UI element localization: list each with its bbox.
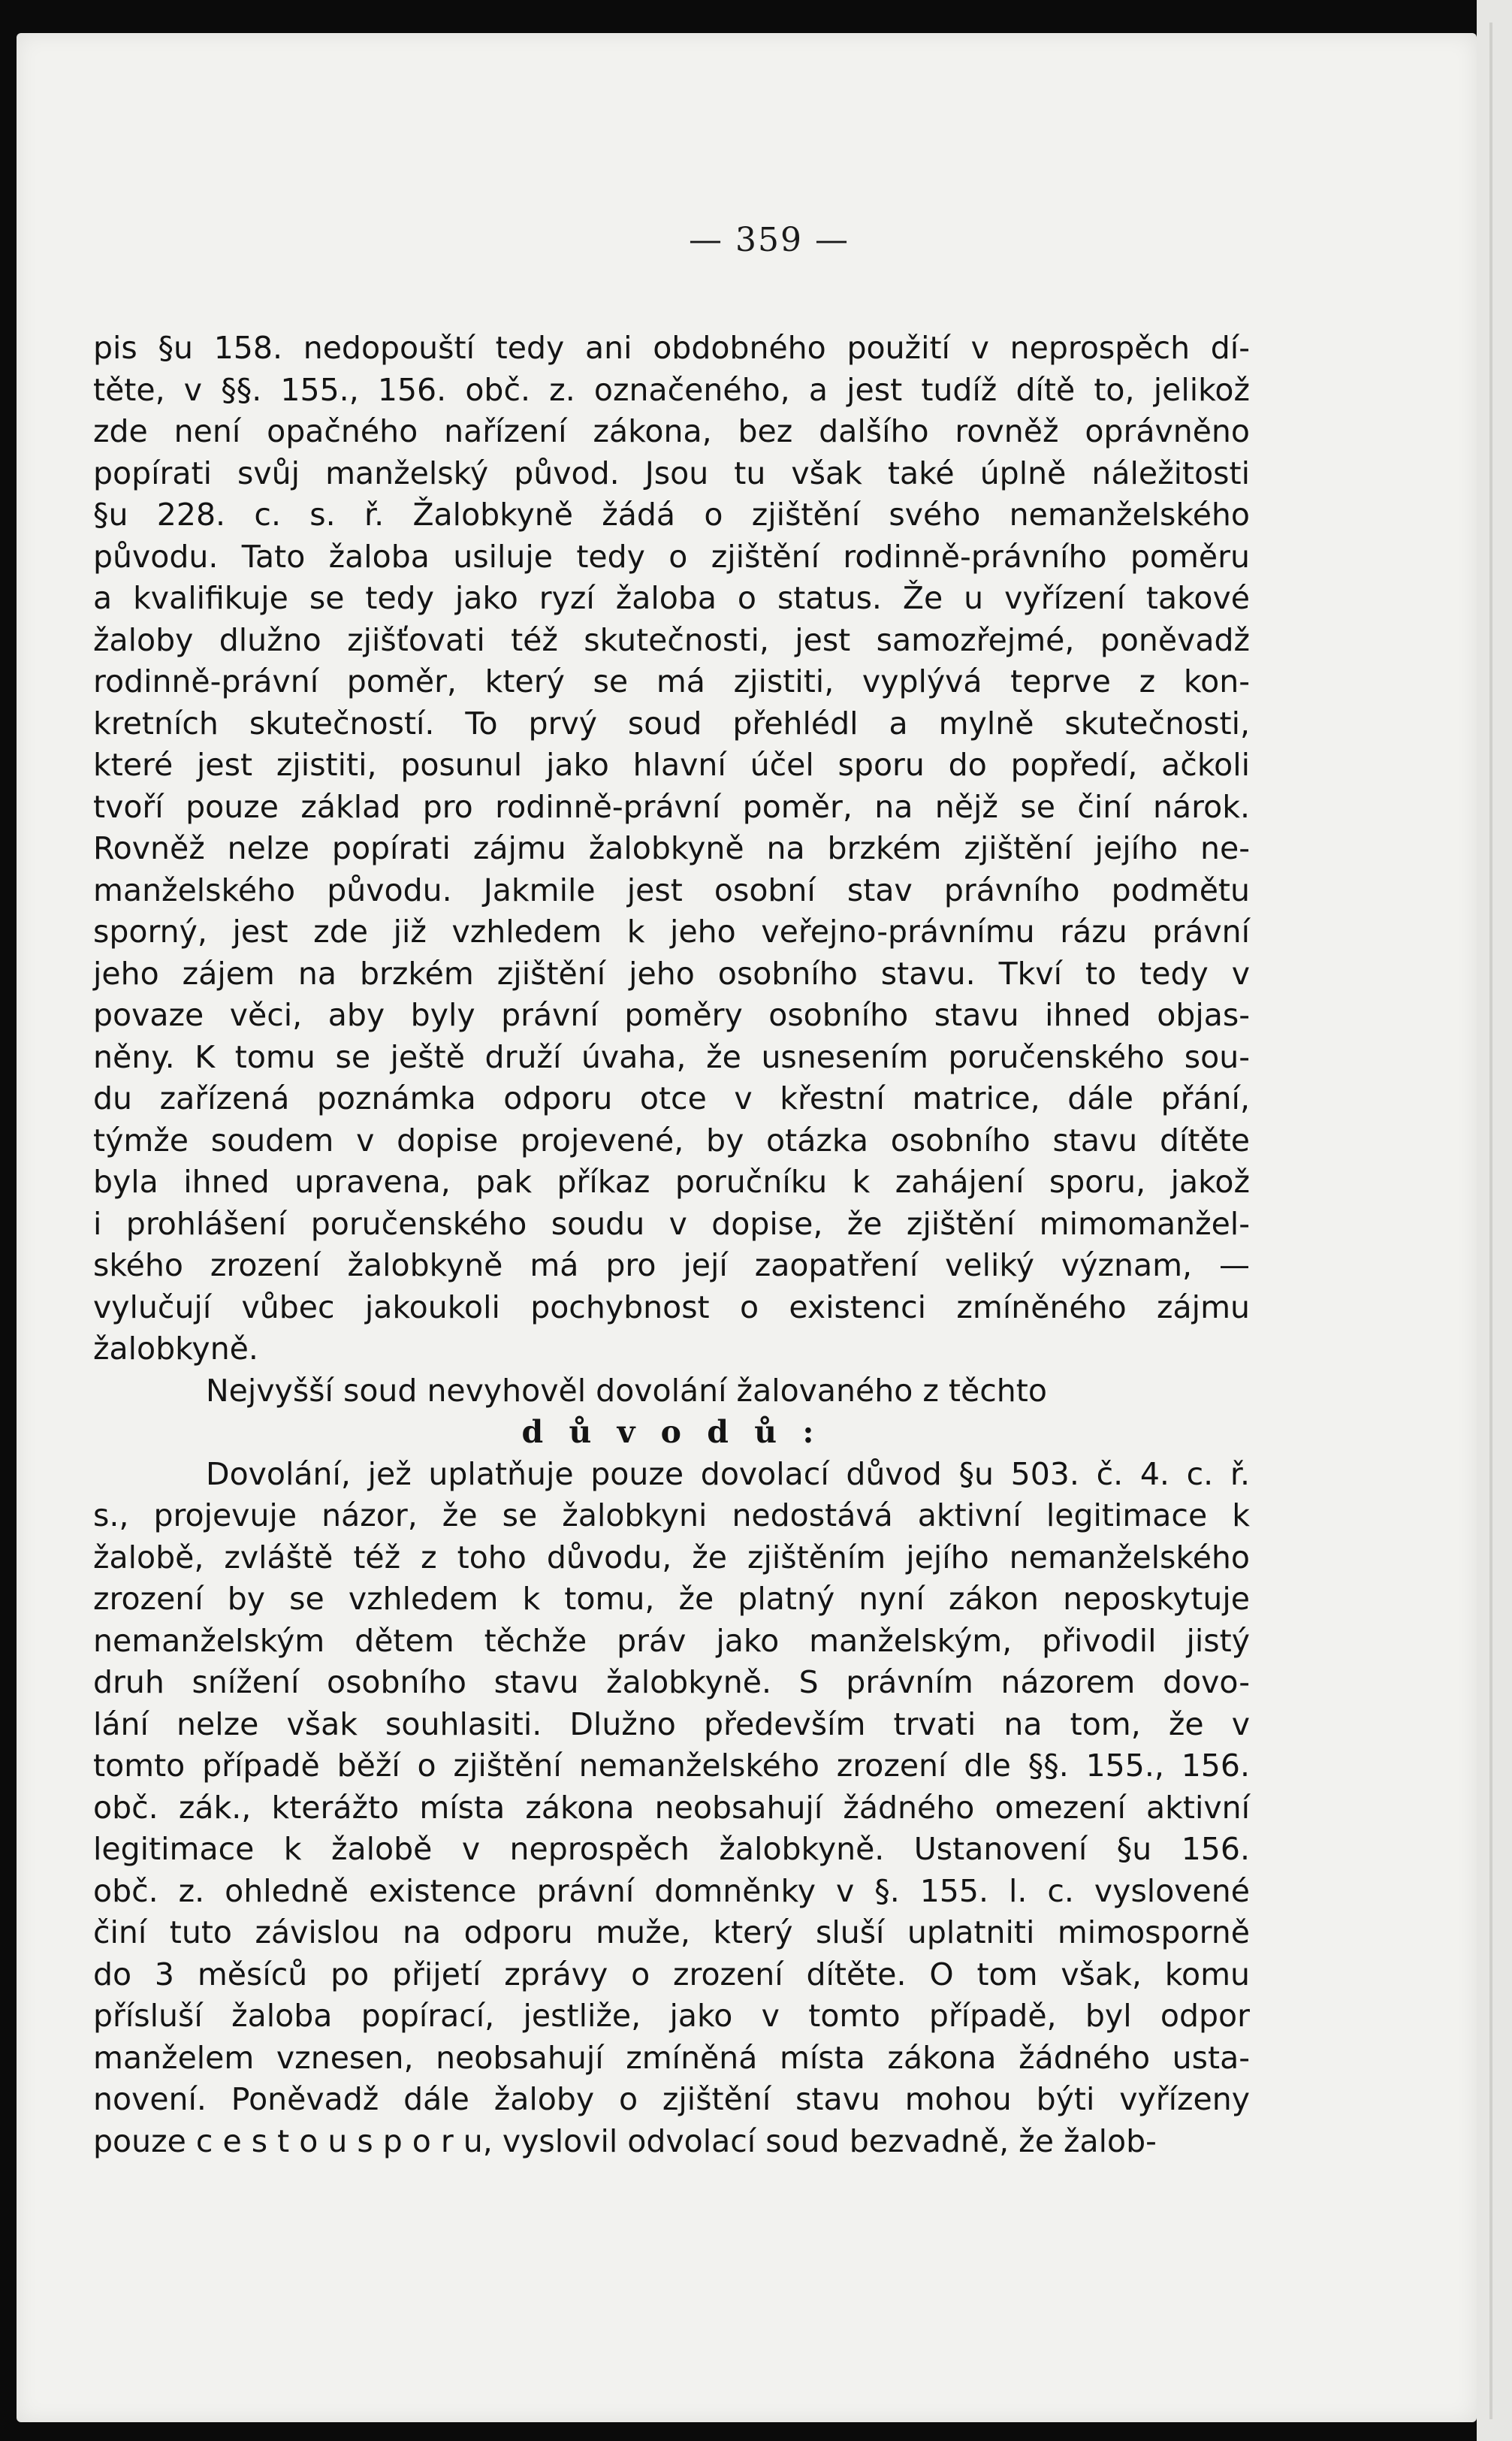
paragraph-1 [93,328,1250,1370]
text-line: žalobkyně. [93,1331,258,1367]
page-edge [1477,0,1512,2441]
text-line: manželského původu. Jakmile jest osobní stav právního podmětu [93,872,1250,908]
text-line: žaloby dlužno zjišťovati též skutečnosti, jest samozřejmé, poněvadž [93,621,1250,658]
text-line: kretních skutečností. To prvý soud přehlédl a mylně skutečnosti, [93,705,1250,742]
page-number: — 359 — [689,221,850,259]
text-line: legitimace k žalobě v neprospěch žalobkyně. Ustanovení §u 156. [93,1831,1250,1867]
text-line: lání nelze však souhlasiti. Dlužno především trvati na tom, že v [93,1705,1250,1742]
text-line: nemanželským dětem těchže práv jako manželským, přivodil jistý [93,1622,1250,1659]
text-line: zde není opačného nařízení zákona, bez dalšího rovněž oprávněno [93,413,1250,449]
text-line: §u 228. c. s. ř. Žalobkyně žádá o zjištění svého nemanželského [93,497,1250,533]
text-line: které jest zjistiti, posunul jako hlavní účel sporu do popředí, ačkoli [93,747,1250,783]
text-line: s., projevuje názor, že se žalobkyni nedostává aktivní legitimace k [93,1497,1250,1533]
text-line: rodinně-právní poměr, který se má zjistiti, vyplývá teprve z kon- [93,663,1250,699]
text-line: Nejvyšší soud nevyhověl dovolání žalovaného z těchto [206,1372,1047,1409]
section-heading: d ů v o d ů : [521,1414,822,1450]
text-line: přísluší žaloba popírací, jestliže, jako v tomto případě, byl odpor [93,1998,1250,2034]
text-line: obč. z. ohledně existence právní domněnky v §. 155. l. c. vyslovené [93,1872,1250,1909]
text-line: pouze c e s t o u s p o r u, vyslovil odvolací soud bezvadně, že žalob- [93,2122,1157,2159]
text-line: týmže soudem v dopise projevené, by otázka osobního stavu dítěte [93,1122,1250,1159]
body-text [93,328,1250,2162]
text-line: pis §u 158. nedopouští tedy ani obdobného použití v neprospěch dí- [93,330,1250,366]
paragraph-2 [93,1370,1250,1412]
text-line: původu. Tato žaloba usiluje tedy o zjištění rodinně-právního poměru [93,538,1250,575]
text-line: druh snížení osobního stavu žalobkyně. S právním názorem dovo- [93,1664,1250,1700]
text-line: činí tuto závislou na odporu muže, který sluší uplatniti mimosporně [93,1914,1250,1950]
text-line: tvoří pouze základ pro rodinně-právní poměr, na nějž se činí nárok. [93,788,1250,825]
document-page [17,33,1477,2422]
text-line: těte, v §§. 155., 156. obč. z. označeného, a jest tudíž dítě to, jelikož [93,371,1250,408]
text-line: jeho zájem na brzkém zjištění jeho osobního stavu. Tkví to tedy v [93,955,1250,992]
text-line: Rovněž nelze popírati zájmu žalobkyně na brzkém zjištění jejího ne- [93,830,1250,866]
text-line: byla ihned upravena, pak příkaz poručníku k zahájení sporu, jakož [93,1164,1250,1200]
text-line: manželem vznesen, neobsahují zmíněná místa zákona žádného usta- [93,2039,1250,2076]
text-line: ského zrození žalobkyně má pro její zaopatření veliký význam, — [93,1247,1250,1283]
text-line: žalobě, zvláště též z toho důvodu, že zjištěním jejího nemanželského [93,1539,1250,1575]
text-line: popírati svůj manželský původ. Jsou tu však také úplně náležitosti [93,455,1250,491]
text-line: zrození by se vzhledem k tomu, že platný nyní zákon neposkytuje [93,1581,1250,1617]
text-line: něny. K tomu se ještě druží úvaha, že usnesením poručenského sou- [93,1038,1250,1075]
text-line: obč. zák., kterážto místa zákona neobsahují žádného omezení aktivní [93,1789,1250,1826]
text-line: tomto případě běží o zjištění nemanželského zrození dle §§. 155., 156. [93,1748,1250,1784]
text-line: Dovolání, jež uplatňuje pouze dovolací důvod §u 503. č. 4. c. ř. [206,1455,1250,1492]
text-line: i prohlášení poručenského soudu v dopise, že zjištění mimomanžel- [93,1205,1250,1242]
page-edge-line [1489,23,1492,2419]
text-line: do 3 měsíců po přijetí zprávy o zrození dítěte. O tom však, komu [93,1956,1250,1992]
paragraph-3 [93,1454,1250,2163]
text-line: povaze věci, aby byly právní poměry osobního stavu ihned objas- [93,997,1250,1033]
text-line: du zařízená poznámka odporu otce v křestní matrice, dále přání, [93,1080,1250,1116]
text-line: novení. Poněvadž dále žaloby o zjištění stavu mohou býti vyřízeny [93,2081,1250,2117]
text-line: a kvalifikuje se tedy jako ryzí žaloba o status. Že u vyřízení takové [93,580,1250,616]
text-line: vylučují vůbec jakoukoli pochybnost o existenci zmíněného zájmu [93,1288,1250,1325]
text-line: sporný, jest zde již vzhledem k jeho veřejno-právnímu rázu právní [93,914,1250,950]
